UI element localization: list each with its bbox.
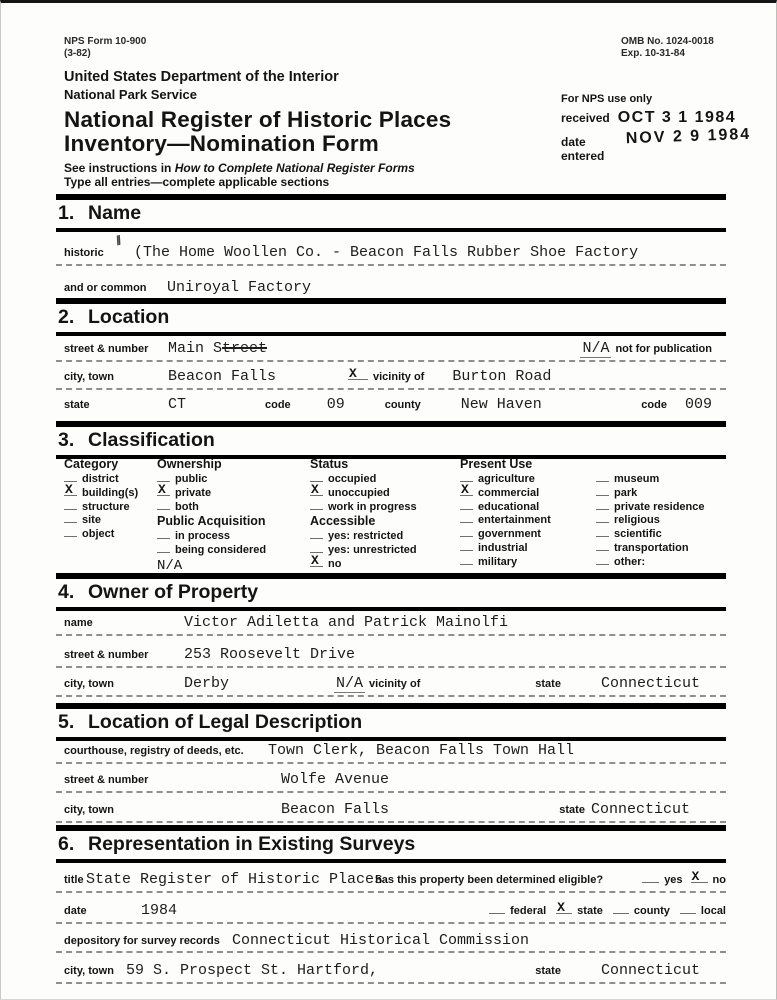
park-checkbox	[596, 487, 609, 496]
checkbox-item-district	[64, 473, 157, 487]
checkbox-item-military	[460, 556, 596, 570]
form-number: NPS Form 10-900	[64, 36, 147, 47]
depository-label: depository for survey records	[64, 935, 220, 947]
owner-state-label: state	[535, 678, 561, 690]
state-label: state	[64, 399, 90, 411]
checkbox-item-private-residence	[596, 501, 726, 515]
level-federal-label: federal	[510, 905, 547, 917]
code2-value: 009	[684, 396, 712, 413]
section-1-header	[56, 194, 726, 232]
omb-block	[621, 36, 714, 60]
checkbox-item-government	[460, 528, 596, 542]
scientific-label: scientific	[614, 528, 662, 541]
code2-label: code	[641, 399, 667, 411]
eligible-no-checkbox	[691, 869, 708, 884]
owner-city-row	[56, 670, 726, 697]
legal-city-label: city, town	[64, 804, 114, 816]
city-town-label: city, town	[64, 371, 114, 383]
section-5-number: 5.	[58, 711, 75, 733]
state-county-row	[56, 391, 726, 418]
survey-state-label: state	[535, 965, 561, 977]
being-considered-checkbox	[157, 544, 170, 553]
survey-title-value: State Register of Historic Places	[86, 871, 384, 888]
checkbox-item-commercial	[460, 482, 596, 501]
private-label: private	[175, 486, 212, 499]
level-local-checkbox	[680, 905, 696, 914]
eligible-yes-label: yes	[664, 874, 683, 886]
checkbox-item-transportation	[596, 542, 726, 556]
checkbox-item-buildings	[64, 482, 157, 501]
private-residence-label: private residence	[614, 500, 705, 513]
site-checkbox	[64, 514, 77, 523]
no-mark: X	[311, 553, 319, 569]
yes-unrestricted-label: yes: unrestricted	[328, 544, 417, 557]
owner-street-value: 253 Roosevelt Drive	[184, 646, 356, 663]
no-label: no	[328, 557, 342, 570]
date-entered-label: date entered	[561, 135, 605, 163]
county-value: New Haven	[460, 396, 542, 413]
checkbox-item-yes-unrestricted	[310, 544, 460, 558]
eligible-no-mark: X	[691, 869, 700, 884]
educational-checkbox	[460, 501, 473, 510]
structure-label: structure	[82, 500, 130, 513]
common-name-label: and or common	[64, 282, 147, 294]
agriculture-checkbox	[460, 473, 473, 482]
survey-city-label: city, town	[64, 965, 114, 977]
object-checkbox	[64, 528, 77, 537]
owner-name-row	[56, 609, 726, 636]
military-label: military	[478, 555, 518, 568]
nps-use-only-box	[561, 93, 751, 169]
courthouse-value: Town Clerk, Beacon Falls Town Hall	[268, 742, 575, 759]
section-5-header	[56, 703, 726, 741]
eligible-yes-checkbox	[642, 874, 659, 883]
checkbox-item-being-considered	[157, 544, 310, 558]
checkbox-item-both	[157, 501, 310, 515]
present-use-column	[460, 457, 596, 570]
section-6-number: 6.	[58, 833, 75, 855]
date-entered-row	[561, 125, 752, 163]
unoccupied-mark: X	[311, 482, 319, 497]
checkbox-item-public	[157, 473, 310, 487]
transportation-checkbox	[596, 542, 609, 551]
common-name-row	[56, 274, 726, 301]
form-title-line1: National Register of Historic Places	[64, 107, 452, 132]
depository-row	[56, 927, 726, 953]
district-label: district	[82, 473, 119, 485]
section-6-title: Representation in Existing Surveys	[88, 833, 416, 855]
legal-state-value: Connecticut	[590, 801, 690, 818]
object-label: object	[82, 528, 115, 541]
scientific-checkbox	[596, 528, 609, 537]
instructions-line2: Type all entries—complete applicable sections	[64, 175, 330, 189]
courthouse-label: courthouse, registry of deeds, etc.	[64, 745, 244, 757]
historic-label: historic	[64, 247, 104, 259]
status-column	[310, 457, 460, 572]
form-title-line2: Inventory—Nomination Form	[64, 131, 380, 156]
street-value-plain: Main S	[168, 340, 223, 357]
form-number-block	[64, 36, 146, 60]
omb-number: OMB No. 1024-0018	[621, 36, 714, 47]
legal-city-row	[56, 796, 726, 823]
level-local-label: local	[700, 905, 726, 917]
vicinity-x-mark: X	[349, 366, 357, 381]
historic-name-value: (The Home Woollen Co. - Beacon Falls Rubber Shoe Factory	[134, 244, 639, 261]
checkbox-item-object	[64, 528, 157, 542]
entertainment-label: entertainment	[478, 514, 551, 527]
present-use-header: Present Use	[460, 457, 533, 471]
form-revision: (3-82)	[64, 48, 91, 59]
military-checkbox	[460, 556, 473, 565]
section-5-title: Location of Legal Description	[88, 711, 363, 733]
not-for-publication-na: N/A	[582, 340, 610, 357]
date-entered-stamp: NOV 2 9 1984	[625, 125, 752, 148]
survey-date-row	[56, 897, 726, 924]
section-1-title: Name	[88, 202, 142, 224]
checkbox-item-work-in-progress	[310, 501, 460, 515]
survey-title-row	[56, 866, 726, 893]
both-label: both	[175, 500, 199, 513]
classification-grid	[56, 457, 726, 574]
section-3-header	[56, 421, 726, 459]
courthouse-row	[56, 740, 726, 764]
owner-state-value: Connecticut	[600, 675, 700, 692]
received-row	[561, 109, 751, 127]
category-column	[56, 457, 157, 542]
legal-street-label: street & number	[64, 774, 149, 786]
category-header: Category	[64, 457, 119, 471]
checkbox-item-agriculture	[460, 473, 596, 487]
occupied-label: occupied	[328, 473, 377, 485]
commercial-mark: X	[461, 482, 469, 497]
checkbox-item-private	[157, 482, 310, 501]
checkbox-item-yes-restricted	[310, 530, 460, 544]
work-in-progress-checkbox	[310, 501, 323, 510]
both-checkbox	[157, 501, 170, 510]
eligible-no-label: no	[712, 874, 726, 886]
level-state-checkbox	[556, 900, 572, 915]
instructions-manual-title: How to Complete National Register Forms	[174, 161, 415, 175]
checkbox-item-no	[310, 553, 460, 572]
level-state-label: state	[577, 905, 603, 917]
street-value	[168, 340, 267, 357]
level-federal-checkbox	[489, 905, 505, 914]
owner-city-label: city, town	[64, 678, 114, 690]
public-acquisition-header: Public Acquisition	[157, 514, 266, 529]
checkbox-item-park	[596, 487, 726, 501]
section-2-number: 2.	[58, 306, 75, 328]
legal-state-label: state	[559, 804, 585, 816]
district-checkbox	[64, 473, 77, 482]
checkbox-item-museum	[596, 473, 726, 487]
owner-city-value: Derby	[184, 675, 230, 692]
public-acquisition-na: N/A	[157, 557, 183, 574]
entertainment-checkbox	[460, 514, 473, 523]
section-3-number: 3.	[58, 429, 75, 451]
buildings-label: building(s)	[82, 486, 139, 499]
eligible-question-label: has this property been determined eligible?	[375, 874, 604, 886]
owner-name-value: Victor Adiletta and Patrick Mainolfi	[184, 614, 509, 631]
depository-value: Connecticut Historical Commission	[232, 932, 530, 949]
city-town-row	[56, 363, 726, 390]
government-checkbox	[460, 528, 473, 537]
buildings-mark: X	[65, 482, 73, 497]
instructions-prefix: See instructions in	[64, 161, 175, 175]
no-checkbox	[310, 553, 323, 569]
industrial-checkbox	[460, 542, 473, 551]
received-date-stamp: OCT 3 1 1984	[617, 109, 737, 126]
column5-header-spacer	[596, 457, 726, 472]
owner-vicinity-label: vicinity of	[369, 678, 421, 690]
vicinity-label: vicinity of	[373, 371, 425, 383]
section-2-title: Location	[88, 306, 170, 328]
public-checkbox	[157, 473, 170, 482]
in-process-checkbox	[157, 530, 170, 539]
religious-checkbox	[596, 514, 609, 523]
commercial-checkbox	[460, 482, 473, 497]
accessible-header: Accessible	[310, 514, 376, 529]
yes-unrestricted-checkbox	[310, 544, 323, 553]
checkbox-item-structure	[64, 501, 157, 515]
section-rule	[56, 859, 726, 863]
yes-restricted-checkbox	[310, 530, 323, 539]
private-residence-checkbox	[596, 501, 609, 510]
yes-restricted-label: yes: restricted	[328, 530, 404, 543]
level-county-label: county	[633, 905, 670, 917]
transportation-label: transportation	[614, 541, 689, 554]
private-mark: X	[158, 482, 166, 497]
state-value: CT	[168, 396, 187, 413]
present-use-column-2	[596, 457, 726, 570]
checkbox-item-religious	[596, 514, 726, 528]
public-label: public	[175, 473, 208, 485]
occupied-checkbox	[310, 473, 323, 482]
religious-label: religious	[614, 514, 660, 527]
survey-date-label: date	[64, 905, 87, 917]
section-3-title: Classification	[88, 429, 215, 451]
survey-city-value: 59 S. Prospect St. Hartford,	[126, 962, 379, 979]
section-2-header	[56, 298, 726, 336]
checkbox-item-educational	[460, 501, 596, 515]
museum-checkbox	[596, 473, 609, 482]
received-label: received	[561, 111, 610, 125]
section-4-header	[56, 573, 726, 611]
survey-date-value: 1984	[141, 902, 178, 919]
being-considered-label: being considered	[175, 544, 267, 557]
checkbox-item-site	[64, 514, 157, 528]
unoccupied-checkbox	[310, 482, 323, 497]
section-6-header	[56, 825, 726, 863]
work-in-progress-label: work in progress	[328, 500, 417, 513]
agriculture-label: agriculture	[478, 473, 535, 485]
section-1-number: 1.	[58, 202, 75, 224]
survey-title-label: title	[64, 874, 84, 886]
ownership-column	[157, 457, 310, 574]
code-label: code	[265, 399, 291, 411]
ownership-header: Ownership	[157, 457, 222, 471]
checkbox-item-industrial	[460, 542, 596, 556]
state-level-mark: X	[557, 900, 565, 915]
section-4-number: 4.	[58, 581, 75, 603]
legal-street-row	[56, 766, 726, 793]
owner-vicinity-na: N/A	[336, 675, 364, 692]
checkbox-item-entertainment	[460, 514, 596, 528]
commercial-label: commercial	[478, 486, 540, 499]
vicinity-checkbox	[348, 366, 368, 381]
not-for-publication-label: not for publication	[615, 343, 712, 355]
unoccupied-label: unoccupied	[328, 486, 390, 499]
section-rule	[56, 228, 726, 232]
instructions-line1	[64, 161, 415, 175]
structure-checkbox	[64, 501, 77, 510]
level-county-checkbox	[613, 905, 629, 914]
street-value-struck: treet	[222, 340, 268, 357]
vicinity-value: Burton Road	[452, 368, 552, 385]
checkbox-item-other	[596, 556, 726, 570]
museum-label: museum	[614, 473, 660, 485]
owner-name-label: name	[64, 617, 93, 629]
checkbox-item-unoccupied	[310, 482, 460, 501]
survey-state-value: Connecticut	[600, 962, 700, 979]
site-label: site	[82, 514, 101, 527]
checkbox-item-occupied	[310, 473, 460, 487]
nps-use-only-label: For NPS use only	[561, 93, 653, 105]
checkbox-item-scientific	[596, 528, 726, 542]
handwritten-tick-mark: //	[114, 232, 122, 249]
owner-street-row	[56, 641, 726, 668]
educational-label: educational	[478, 500, 540, 513]
park-label: park	[614, 486, 638, 499]
checkbox-item-in-process	[157, 530, 310, 544]
common-name-value: Uniroyal Factory	[167, 279, 312, 296]
section-4-title: Owner of Property	[88, 581, 259, 603]
county-label: county	[384, 399, 421, 411]
historic-name-row	[56, 232, 726, 266]
street-number-row	[56, 335, 726, 362]
omb-expiration: Exp. 10-31-84	[621, 48, 685, 59]
agency-title: National Park Service	[64, 87, 197, 102]
in-process-label: in process	[175, 530, 231, 543]
status-header: Status	[310, 457, 349, 471]
legal-street-value: Wolfe Avenue	[281, 771, 390, 788]
other-label: other:	[614, 555, 646, 568]
department-title: United States Department of the Interior	[64, 69, 339, 85]
city-town-value: Beacon Falls	[168, 368, 277, 385]
street-number-label: street & number	[64, 343, 149, 355]
survey-city-row	[56, 957, 726, 984]
code-value: 09	[326, 396, 345, 413]
buildings-checkbox	[64, 482, 77, 497]
government-label: government	[478, 528, 541, 541]
private-checkbox	[157, 482, 170, 497]
owner-street-label: street & number	[64, 649, 149, 661]
other-checkbox	[596, 556, 609, 565]
legal-city-value: Beacon Falls	[281, 801, 390, 818]
industrial-label: industrial	[478, 541, 528, 554]
